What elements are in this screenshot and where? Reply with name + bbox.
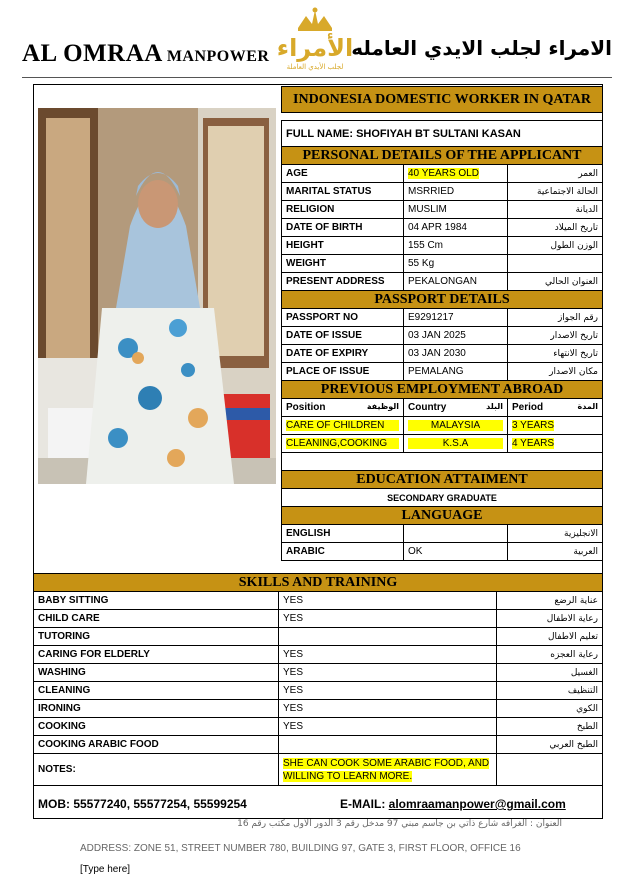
type-here-placeholder: [Type here] (80, 864, 131, 875)
personal-row-arabic-label: الديانة (508, 201, 603, 219)
passport-details-band: PASSPORT DETAILS (282, 291, 603, 309)
personal-row (282, 219, 603, 237)
skill-row (34, 682, 603, 700)
passport-row-value-text: PEMALANG (408, 366, 464, 377)
passport-row-value-text: 03 JAN 2025 (408, 330, 466, 341)
skill-row-label: COOKING (34, 718, 279, 736)
skill-row-arabic-label: رعاية العجزه (497, 646, 603, 664)
details-panel (281, 86, 603, 561)
passport-row-arabic-label: رقم الجواز (508, 309, 603, 327)
personal-details-band: PERSONAL DETAILS OF THE APPLICANT (282, 147, 603, 165)
skill-row (34, 664, 603, 682)
position-header: Position الوظيفة (282, 399, 404, 417)
skill-row-arabic-label: رعاية الاطفال (497, 610, 603, 628)
personal-row-value-text: MSRRIED (408, 186, 455, 197)
employment-period-cell (508, 435, 603, 453)
language-row-value (404, 543, 508, 561)
passport-row (282, 327, 603, 345)
personal-row-value-text: 04 APR 1984 (408, 222, 467, 233)
personal-row-arabic-label: العنوان الحالي (508, 273, 603, 291)
skill-row-arabic-label: التنظيف (497, 682, 603, 700)
employment-row (282, 417, 603, 435)
employment-position-cell (282, 435, 404, 453)
personal-row-label: MARITAL STATUS (282, 183, 404, 201)
passport-row-value (404, 345, 508, 363)
skill-row-value (279, 700, 497, 718)
personal-row-value (404, 255, 508, 273)
language-row-label: ENGLISH (282, 525, 404, 543)
email-link[interactable]: alomraamanpower@gmail.com (388, 797, 566, 811)
logo-text: الأمراء (276, 34, 354, 62)
education-value: SECONDARY GRADUATE (282, 489, 603, 507)
notes-cell (279, 754, 497, 786)
skill-row-label: CLEANING (34, 682, 279, 700)
skill-row (34, 628, 603, 646)
skill-row-label: COOKING ARABIC FOOD (34, 736, 279, 754)
employment-period: 4 YEARS (512, 438, 555, 449)
employment-country: MALAYSIA (408, 420, 503, 431)
personal-row (282, 201, 603, 219)
skill-row (34, 610, 603, 628)
letterhead (0, 0, 634, 80)
period-header: Period المدة (508, 399, 603, 417)
skill-row-value-text: YES (283, 667, 304, 678)
skill-row-value-text: YES (283, 595, 304, 606)
passport-row-value (404, 327, 508, 345)
language-row-value (404, 525, 508, 543)
personal-row-label: WEIGHT (282, 255, 404, 273)
personal-row-value-text: 55 Kg (408, 258, 435, 269)
skill-row (34, 736, 603, 754)
skill-row-value-text: YES (283, 703, 304, 714)
employment-period: 3 YEARS (512, 420, 555, 431)
skill-row-arabic-label: تعليم الاطفال (497, 628, 603, 646)
skill-row-value (279, 682, 497, 700)
skill-row-value (279, 736, 497, 754)
personal-row-value (404, 273, 508, 291)
personal-row-value (404, 219, 508, 237)
mobile-numbers: MOB: 55577240, 55577254, 55599254 (38, 797, 247, 811)
brand-name: AL OMRAA MANPOWER (22, 40, 270, 67)
arabic-address: العنوان : الغرافه شارع ذاتي بن جاسم مبني 97 مدخل رقم 3 الدور الاول مكتب رقم 16 (237, 819, 562, 829)
arabic-company-title: الامراء لجلب الايدي العامله (351, 36, 612, 60)
notes-text: SHE CAN COOK SOME ARABIC FOOD, AND WILLING TO LEARN MORE. (283, 757, 490, 782)
skill-row-value-text: YES (283, 685, 304, 696)
personal-row-value (404, 183, 508, 201)
passport-row-label: DATE OF ISSUE (282, 327, 404, 345)
skill-row-label: CHILD CARE (34, 610, 279, 628)
skill-row-value (279, 592, 497, 610)
personal-row-label: PRESENT ADDRESS (282, 273, 404, 291)
logo-subtext: لجلب الأيدي العاملة (286, 63, 344, 71)
personal-row-value-text: MUSLIM (408, 204, 447, 215)
personal-row-arabic-label: الوزن الطول (508, 237, 603, 255)
personal-row-label: AGE (282, 165, 404, 183)
passport-row-value (404, 363, 508, 381)
skill-row-arabic-label: الغسيل (497, 664, 603, 682)
personal-row-arabic-label: تاريخ الميلاد (508, 219, 603, 237)
personal-row-arabic-label: الحالة الاجتماعية (508, 183, 603, 201)
skills-band: SKILLS AND TRAINING (34, 574, 603, 592)
language-row (282, 543, 603, 561)
passport-row (282, 309, 603, 327)
applicant-photo (38, 108, 276, 484)
skill-row-value (279, 610, 497, 628)
language-band: LANGUAGE (282, 507, 603, 525)
full-name: FULL NAME: SHOFIYAH BT SULTANI KASAN (282, 121, 603, 147)
skill-row-value (279, 646, 497, 664)
skill-row (34, 718, 603, 736)
country-header: Country البلد (404, 399, 508, 417)
language-rows (282, 525, 603, 561)
skill-row-label: CARING FOR ELDERLY (34, 646, 279, 664)
personal-row (282, 183, 603, 201)
skill-row (34, 646, 603, 664)
language-row-value-text: OK (408, 546, 423, 557)
personal-row (282, 273, 603, 291)
skill-row (34, 700, 603, 718)
skill-row-arabic-label: الكوي (497, 700, 603, 718)
personal-row-value (404, 237, 508, 255)
skills-rows (34, 592, 603, 754)
title-band: INDONESIA DOMESTIC WORKER IN QATAR (282, 87, 603, 113)
skill-row-arabic-label: عناية الرضع (497, 592, 603, 610)
skills-panel (33, 573, 603, 786)
skill-row-value (279, 664, 497, 682)
brand-sub: MANPOWER (166, 48, 270, 65)
employment-country: K.S.A (408, 438, 503, 449)
passport-row-label: DATE OF EXPIRY (282, 345, 404, 363)
passport-row-arabic-label: تاريخ الانتهاء (508, 345, 603, 363)
skill-row-arabic-label: الطبخ (497, 718, 603, 736)
passport-row-label: PASSPORT NO (282, 309, 404, 327)
language-row-label: ARABIC (282, 543, 404, 561)
skill-row-value (279, 628, 497, 646)
header-divider (22, 77, 612, 78)
skill-row-value (279, 718, 497, 736)
employment-position: CLEANING,COOKING (286, 438, 399, 449)
skill-row-value-text: YES (283, 649, 304, 660)
passport-row (282, 363, 603, 381)
personal-row (282, 255, 603, 273)
personal-row-value (404, 201, 508, 219)
employment-band: PREVIOUS EMPLOYMENT ABROAD (282, 381, 603, 399)
skill-row-label: WASHING (34, 664, 279, 682)
personal-row-label: RELIGION (282, 201, 404, 219)
passport-row-value-text: 03 JAN 2030 (408, 348, 466, 359)
passport-row (282, 345, 603, 363)
skill-row (34, 592, 603, 610)
personal-row (282, 237, 603, 255)
passport-row-arabic-label: تاريخ الاصدار (508, 327, 603, 345)
employment-country-cell (404, 435, 508, 453)
skill-row-label: IRONING (34, 700, 279, 718)
personal-row-label: DATE OF BIRTH (282, 219, 404, 237)
personal-row-arabic-label (508, 255, 603, 273)
address: ADDRESS: ZONE 51, STREET NUMBER 780, BUILDING 97, GATE 3, FIRST FLOOR, OFFICE 16 (80, 843, 521, 854)
passport-row-value-text: E9291217 (408, 312, 454, 323)
passport-row-label: PLACE OF ISSUE (282, 363, 404, 381)
skill-row-value-text: YES (283, 721, 304, 732)
personal-row-value (404, 165, 508, 183)
employment-period-cell (508, 417, 603, 435)
notes-label: NOTES: (34, 754, 279, 786)
language-row-arabic-label: العربية (508, 543, 603, 561)
language-row-arabic-label: الانجليزية (508, 525, 603, 543)
employment-row (282, 435, 603, 453)
passport-details-rows (282, 309, 603, 381)
personal-details-rows (282, 165, 603, 291)
passport-row-value (404, 309, 508, 327)
details-table (281, 86, 603, 561)
personal-row-arabic-label: العمر (508, 165, 603, 183)
skill-row-label: TUTORING (34, 628, 279, 646)
education-band: EDUCATION ATTAIMENT (282, 471, 603, 489)
employment-country-cell (404, 417, 508, 435)
language-row (282, 525, 603, 543)
employment-position: CARE OF CHILDREN (286, 420, 399, 431)
employment-rows (282, 417, 603, 453)
employment-position-cell (282, 417, 404, 435)
passport-row-arabic-label: مكان الاصدار (508, 363, 603, 381)
skill-row-value-text: YES (283, 613, 304, 624)
personal-row-label: HEIGHT (282, 237, 404, 255)
email-label: E-MAIL: (340, 797, 386, 811)
skill-row-label: BABY SITTING (34, 592, 279, 610)
personal-row-value-text: PEKALONGAN (408, 276, 477, 287)
personal-row-value-text: 40 YEARS OLD (408, 168, 479, 179)
personal-row (282, 165, 603, 183)
personal-row-value-text: 155 Cm (408, 240, 444, 251)
skills-table (33, 573, 603, 786)
skill-row-arabic-label: الطبخ العربي (497, 736, 603, 754)
email-block (340, 797, 566, 811)
